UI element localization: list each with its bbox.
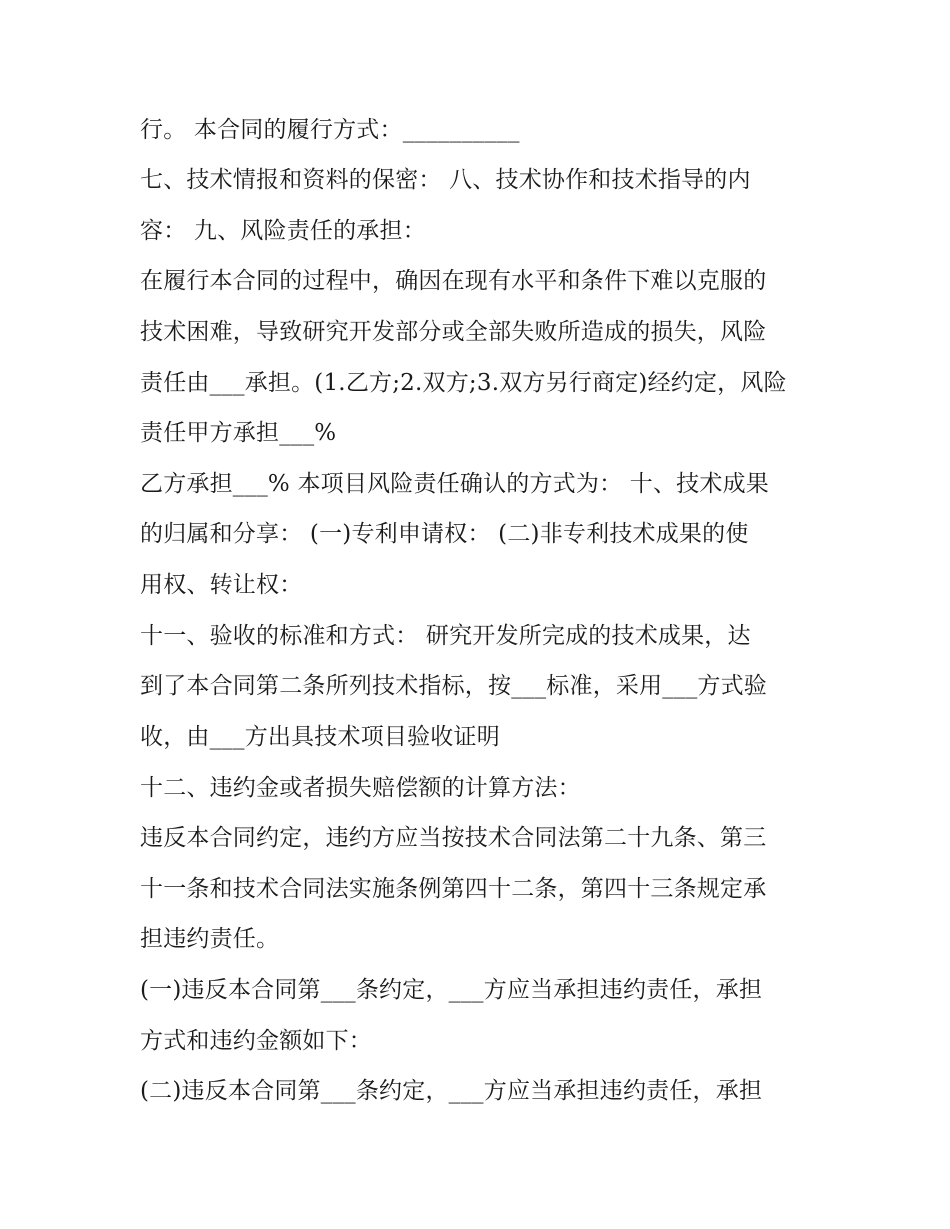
text-line: 技术困难，导致研究开发部分或全部失败所造成的损失，风险 <box>140 319 767 345</box>
text-line: 的归属和分享： (一)专利申请权： (二)非专利技术成果的使 <box>140 521 749 547</box>
text-line: 担违约责任。 <box>140 926 280 952</box>
text-line: 违反本合同约定，违约方应当按技术合同法第二十九条、第三 <box>140 825 767 851</box>
text-line: 责任由___承担。(1.乙方;2.双方;3.双方另行商定)经约定，风险 <box>140 370 787 396</box>
text-line: 用权、转让权： <box>140 572 303 598</box>
text-line: 在履行本合同的过程中，确因在现有水平和条件下难以克服的 <box>140 268 767 294</box>
text-line: 七、技术情报和资料的保密： 八、技术协作和技术指导的内 <box>140 167 751 193</box>
text-line: (二)违反本合同第___条约定，___方应当承担违约责任，承担 <box>140 1078 763 1104</box>
text-line: 方式和违约金额如下： <box>140 1028 372 1054</box>
text-line: 收，由___方出具技术项目验收证明 <box>140 724 500 750</box>
text-line: 乙方承担___% 本项目风险责任确认的方式为： 十、技术成果 <box>140 471 769 497</box>
text-line: 容： 九、风险责任的承担： <box>140 218 426 244</box>
text-line: 十一、验收的标准和方式： 研究开发所完成的技术成果，达 <box>140 623 751 649</box>
text-line: 十一条和技术合同法实施条例第四十二条，第四十三条规定承 <box>140 876 767 902</box>
text-line: 十二、违约金或者损失赔偿额的计算方法： <box>140 775 581 801</box>
text-line: 行。 本合同的履行方式：__________ <box>140 117 520 143</box>
text-line: 责任甲方承担___% <box>140 420 337 446</box>
text-line: (一)违反本合同第___条约定，___方应当承担违约责任，承担 <box>140 977 763 1003</box>
text-line: 到了本合同第二条所列技术指标，按___标准，采用___方式验 <box>140 673 767 699</box>
